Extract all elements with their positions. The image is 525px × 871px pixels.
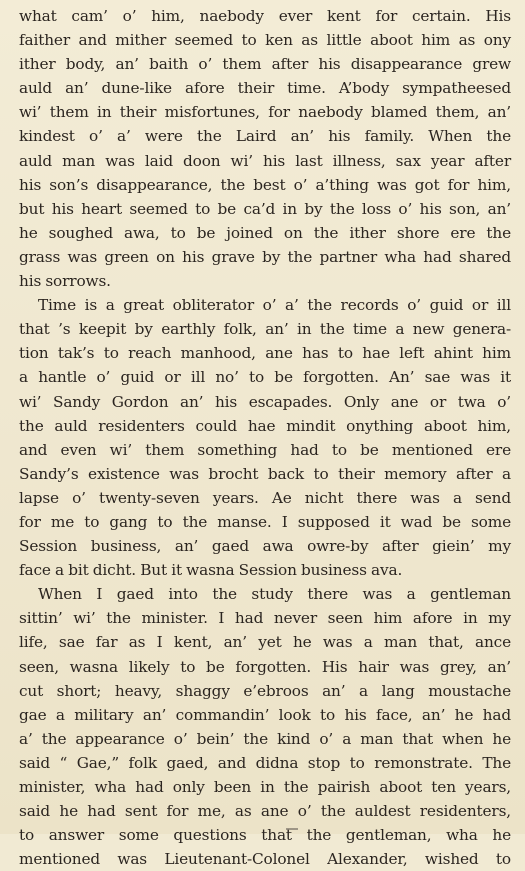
paragraph-1 <box>19 4 511 293</box>
text-line: for me to gang to the manse. I supposed it wad be some <box>19 512 511 531</box>
text-line: said he had sent for me, as ane o’ the auldest residenters, <box>19 802 511 821</box>
text-line: a hantle o’ guid or ill no’ to be forgotten. An’ sae was it <box>19 368 511 387</box>
paragraph-2 <box>19 293 511 582</box>
text-line: wi’ Sandy Gordon an’ his escapades. Only ane or twa o’ <box>19 392 511 411</box>
text-line: gae a military an’ commandin’ look to his face, an’ he had <box>19 705 511 724</box>
text-line: said “ Gae,” folk gaed, and didna stop to remonstrate. The <box>19 753 511 772</box>
text-line: auld an’ dune-like afore their time. A’body sympatheesed <box>19 79 511 98</box>
text-line: When I gaed into the study there was a gentleman <box>38 585 511 604</box>
text-line: wi’ them in their misfortunes, for naebody blamed them, an’ <box>19 103 511 122</box>
text-line: sittin’ wi’ the minister. I had never seen him afore in my <box>19 609 511 628</box>
text-line: grass was green on his grave by the partner wha had shared <box>19 247 511 266</box>
text-line: to answer some questions that the gentleman, wha he <box>19 826 511 845</box>
text-line: that ’s keepit by earthly folk, an’ in the time a new genera- <box>19 320 511 339</box>
text-line: he soughed awa, to be joined on the ither shore ere the <box>19 223 511 242</box>
text-line: seen, wasna likely to be forgotten. His hair was grey, an’ <box>19 657 511 676</box>
text-line: his son’s disappearance, the best o’ a’thing was got for him, <box>19 175 511 194</box>
text-line: lapse o’ twenty-seven years. Ae nicht there was a send <box>19 488 511 507</box>
text-line: what cam’ o’ him, naebody ever kent for certain. His <box>19 7 511 25</box>
text-line: life, sae far as I kent, an’ yet he was a man that, ance <box>19 633 511 652</box>
text-line: mentioned was Lieutenant-Colonel Alexander, wished to <box>19 850 511 869</box>
page-edge-mark <box>286 828 298 836</box>
text-line: his sorrows. <box>19 272 111 291</box>
text-line: Session business, an’ gaed awa owre-by after giein’ my <box>19 537 511 556</box>
text-line: tion tak’s to reach manhood, ane has to hae left ahint him <box>19 344 511 363</box>
text-line: the auld residenters could hae mindit onything aboot him, <box>19 416 511 435</box>
paragraph-3 <box>19 582 511 871</box>
text-line: minister, wha had only been in the pairish aboot ten years, <box>19 778 511 796</box>
text-line: ither body, an’ baith o’ them after his disappearance grew <box>19 55 511 74</box>
text-line: kindest o’ a’ were the Laird an’ his family. When the <box>19 127 511 146</box>
text-line: faither and mither seemed to ken as little aboot him as ony <box>19 31 511 50</box>
text-line: Time is a great obliterator o’ a’ the records o’ guid or ill <box>38 296 511 315</box>
text-line: auld man was laid doon wi’ his last illness, sax year after <box>19 151 511 170</box>
text-line: cut short; heavy, shaggy e’ebroos an’ a lang moustache <box>19 681 511 700</box>
text-line: and even wi’ them something had to be mentioned ere <box>19 440 511 459</box>
page-text <box>19 4 511 871</box>
text-line: but his heart seemed to be ca’d in by the loss o’ his son, an’ <box>19 199 511 218</box>
text-line: a’ the appearance o’ bein’ the kind o’ a man that when he <box>19 729 511 748</box>
text-line: face a bit dicht. But it wasna Session business ava. <box>19 561 403 580</box>
text-line: Sandy’s existence was brocht back to their memory after a <box>19 464 511 483</box>
